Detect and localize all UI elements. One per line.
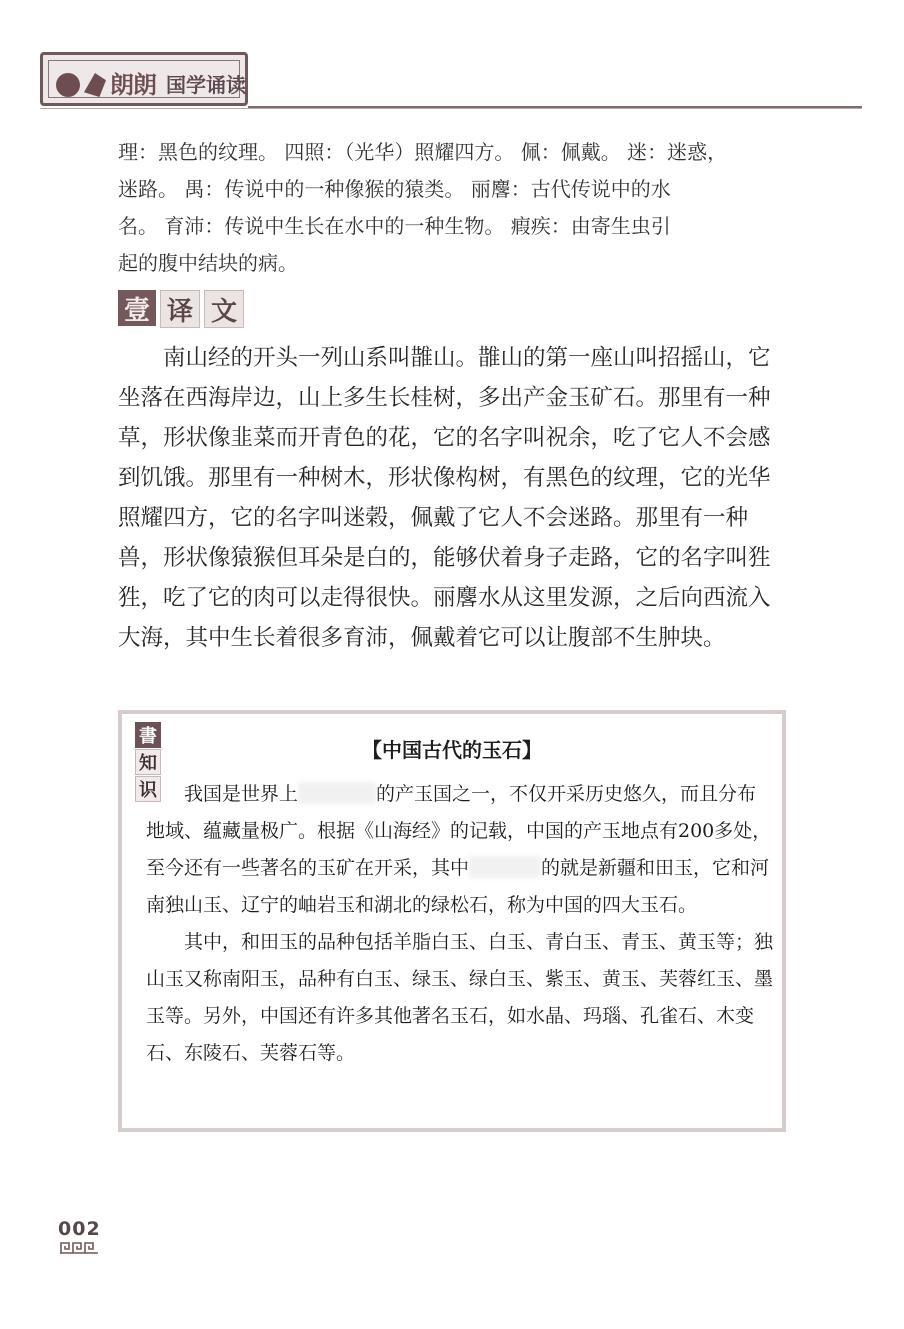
notes-line: 迷路。 禺：传说中的一种像猴的猿类。 丽麐：古代传说中的水	[118, 177, 671, 201]
knowledge-tag-seal: 書	[135, 722, 161, 748]
knowledge-paragraph: 其中，和田玉的品种包括羊脂白玉、白玉、青白玉、青玉、黄玉等；独山玉又称南阳玉，品种有白玉、绿玉、绿白玉、紫玉、黄玉、芙蓉红玉、墨玉等。另外，中国还有许多其他著名玉石，如水晶、玛瑙、孔雀石、木变石、东陵石、芙蓉石等。	[146, 931, 774, 1064]
notes-line: 名。 育沛：传说中生长在水中的一种生物。 瘕疾：由寄生虫引	[118, 214, 671, 238]
translation-text	[118, 338, 790, 658]
knowledge-paragraph	[146, 776, 774, 924]
section-heading-char: 译	[160, 290, 200, 328]
section-seal-icon: 壹	[118, 290, 156, 326]
page-ornament-icon	[60, 1242, 98, 1254]
redacted-text	[469, 856, 541, 878]
redacted-text	[298, 782, 376, 804]
knowledge-tag-char: 知	[135, 749, 161, 775]
header-divider-thin	[40, 108, 862, 109]
notes-line: 起的腹中结块的病。	[118, 251, 298, 275]
notes-line: 理：黑色的纹理。 四照：（光华）照耀四方。 佩：佩戴。 迷：迷惑，	[118, 140, 728, 164]
knowledge-box-title: 【中国古代的玉石】	[362, 738, 542, 762]
section-heading-translation	[118, 290, 244, 328]
knowledge-tag-char: 识	[135, 776, 161, 802]
knowledge-text-part: 的产玉国之一，不仅开采历史悠久，而且分布地域、蕴藏量极广。根据《山海经》的记载，中国的产玉地点有200多处，至今还有一些著名的玉矿在开采，其中	[146, 783, 772, 879]
book-header	[40, 52, 248, 106]
knowledge-box	[118, 710, 786, 1132]
translation-paragraph: 南山经的开头一列山系叫䧿山。䧿山的第一座山叫招摇山，它坐落在西海岸边，山上多生长桂树，多出产金玉矿石。那里有一种草，形状像韭菜而开青色的花，它的名字叫祝余，吃了它人不会感到饥饿。那里有一种树木，形状像构树，有黑色的纹理，它的光华照耀四方，它的名字叫迷榖，佩戴了它人不会迷路。那里有一种兽，形状像猿猴但耳朵是白的，能够伏着身子走路，它的名字叫狌狌，吃了它的肉可以走得很快。丽麐水从这里发源，之后向西流入大海，其中生长着很多育沛，佩戴着它可以让腹部不生肿块。	[118, 345, 771, 651]
knowledge-text-part: 的就是新疆和田玉，它和河南独山玉、辽宁的岫岩玉和湖北的绿松石，称为中国的四大玉石。	[146, 857, 770, 916]
knowledge-box-text	[146, 776, 774, 1072]
page-number: 002	[58, 1218, 101, 1240]
section-heading-char: 文	[204, 290, 244, 328]
header-title: 国学诵读	[166, 73, 246, 97]
annotation-notes	[118, 134, 790, 282]
knowledge-text-part: 我国是世界上	[184, 783, 299, 805]
header-seal-logo: 朗朗	[56, 65, 156, 100]
